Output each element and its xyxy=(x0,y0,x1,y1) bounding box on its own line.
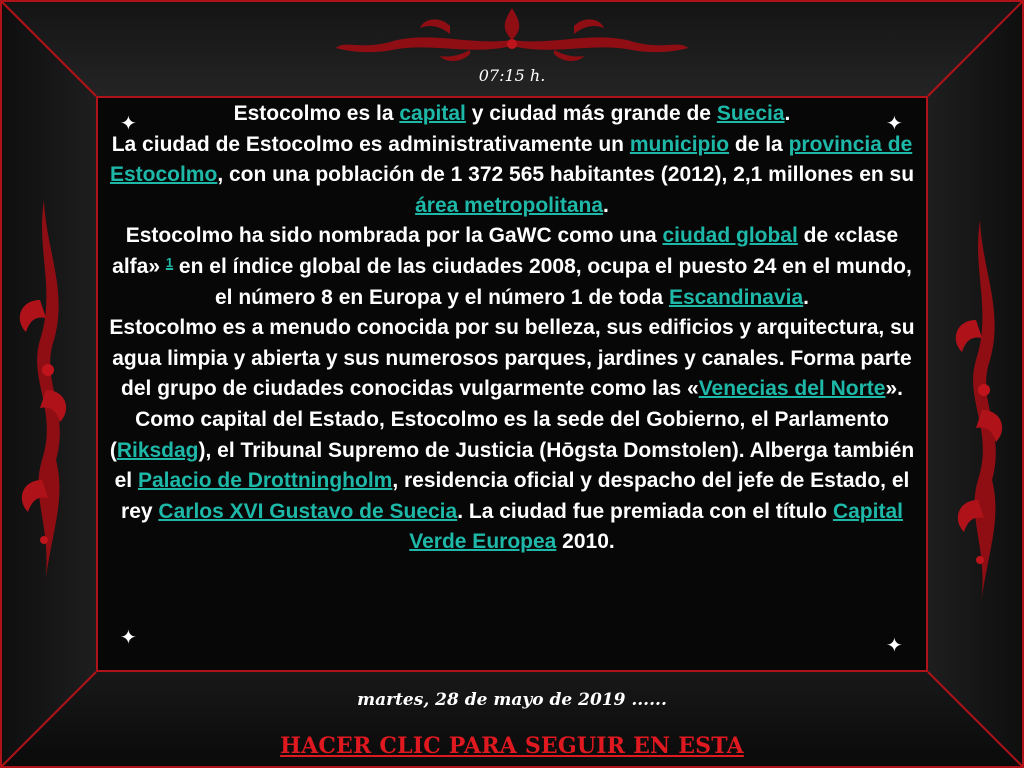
sentence-text: de la xyxy=(729,132,789,156)
link-area-metropolitana[interactable]: área metropolitana xyxy=(415,193,604,217)
sparkle-icon: ✦ xyxy=(120,113,137,135)
link-capital-verde-europea[interactable]: Capital Verde Europea xyxy=(409,499,903,554)
sentence-text: en el índice global de las ciudades 2008, ocupa el puesto 24 en el mundo, el número 8 en Europa y el número 1 de toda xyxy=(173,254,912,309)
continue-link[interactable]: HACER CLIC PARA SEGUIR EN ESTA xyxy=(280,733,744,759)
link-ciudad-global[interactable]: ciudad global xyxy=(662,224,798,248)
sentence-text: ». Como capital del Estado, Estocolmo es la sede del Gobierno, el Parlamento ( xyxy=(109,377,903,462)
sentence-text: ), el Tribunal Supremo de Justicia (Hōgsta Domstolen). Alberga también el xyxy=(114,438,915,493)
link-riksdag[interactable]: Riksdag xyxy=(116,438,199,462)
sentence-text: Estocolmo es a menudo conocida por su belleza, sus edificios y arquitectura, su agua limpia y abierta y sus numerosos parques, jardines y canales. Forma parte del grupo de ciudades conocidas vulgarmente como las « xyxy=(109,316,915,401)
sentence-text: 2010. xyxy=(556,530,615,554)
link-venecias-del-norte[interactable]: Venecias del Norte xyxy=(698,377,886,401)
sentence-text: . xyxy=(803,285,810,309)
link-capital[interactable]: capital xyxy=(399,102,466,125)
sentence-text: , con una población de 1 372 565 habitantes (2012), 2,1 millones en su xyxy=(217,163,915,187)
sparkle-icon: ✦ xyxy=(120,627,137,649)
sentence-text: , residencia oficial y despacho del jefe de Estado, el rey xyxy=(121,469,910,523)
link-carlos-xvi-gustavo[interactable]: Carlos XVI Gustavo de Suecia xyxy=(158,499,458,523)
time-label: 07:15 h. xyxy=(478,66,546,85)
sentence-text: y ciudad más grande de xyxy=(465,102,717,125)
sparkle-icon: ✦ xyxy=(886,113,903,135)
sentence-text: Estocolmo ha sido nombrada por la GaWC como una xyxy=(125,224,663,248)
link-municipio[interactable]: municipio xyxy=(629,132,730,156)
sentence-text: . La ciudad fue premiada con el título xyxy=(457,499,833,523)
link-provincia[interactable]: provincia de Estocolmo xyxy=(109,132,913,187)
sentence-text: Estocolmo es la xyxy=(233,102,400,125)
sentence-text: La ciudad de Estocolmo es administrativamente un xyxy=(111,132,630,156)
sparkle-icon: ✦ xyxy=(886,635,903,657)
sentence-text: . xyxy=(603,193,609,217)
link-suecia[interactable]: Suecia xyxy=(716,102,785,125)
footnote-link[interactable]: 1 xyxy=(165,254,174,270)
link-palacio-drottningholm[interactable]: Palacio de Drottningholm xyxy=(137,469,393,493)
post-date: martes, 28 de mayo de 2019 ...... xyxy=(357,690,667,710)
sentence-text: . xyxy=(784,102,791,125)
article-text xyxy=(106,99,918,558)
link-escandinavia[interactable]: Escandinavia xyxy=(668,285,804,309)
sentence-text: de «clase alfa» xyxy=(112,224,899,278)
